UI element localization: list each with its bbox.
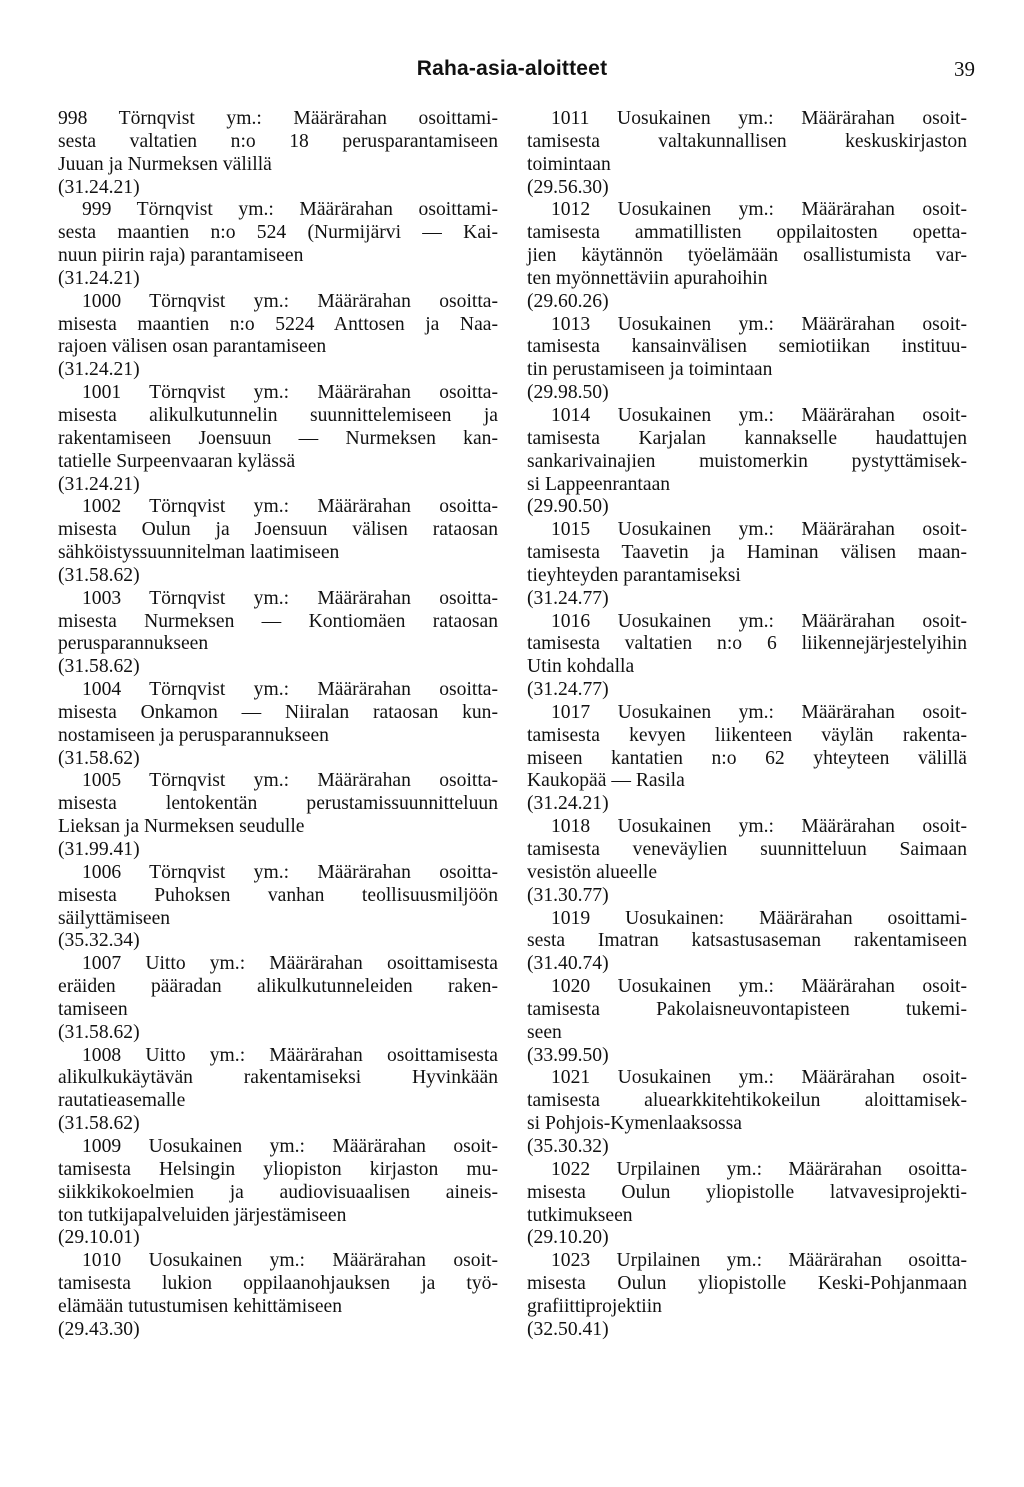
entry-first-line: 1013 Uosukainen ym.: Määrärahan osoit- <box>551 313 967 335</box>
entry-first-line: 1023 Urpilainen ym.: Määrärahan osoitta- <box>551 1250 967 1272</box>
entry-text-line: nuun piirin raja) parantamiseen <box>58 245 304 267</box>
entry-text-line: (35.32.34) <box>58 930 140 952</box>
entry-text-line: tamisesta aluearkkitehtikokeilun aloittamisek- <box>527 1090 967 1112</box>
entry-text-line: misesta alikulkutunnelin suunnittelemiseen ja <box>58 404 498 426</box>
entry-first-line: 1020 Uosukainen ym.: Määrärahan osoit- <box>551 976 967 998</box>
entry-text-line: tamisesta valtakunnallisen keskuskirjaston <box>527 130 967 152</box>
entry-text-line: rautatieasemalle <box>58 1090 186 1112</box>
entry-text-line: sesta valtatien n:o 18 perusparantamiseen <box>58 130 498 152</box>
entry-text-line: tamisesta Pakolaisneuvontapisteen tukemi- <box>527 998 967 1020</box>
entry-text-line: toimintaan <box>527 153 611 175</box>
entry-text-line: tamisesta Taavetin ja Haminan välisen maan- <box>527 542 967 564</box>
entry-text-line: misesta Nurmeksen — Kontiomäen rataosan <box>58 610 498 632</box>
entry-text-line: (31.99.41) <box>58 839 140 860</box>
entry-text-line: tieyhteyden parantamiseksi <box>527 564 741 586</box>
entry-first-line: 1011 Uosukainen ym.: Määrärahan osoit- <box>551 108 967 129</box>
entry-first-line: 1004 Törnqvist ym.: Määrärahan osoitta- <box>82 679 498 701</box>
entry-text-line: (31.24.21) <box>58 176 140 198</box>
entry-text-line: tamisesta ammatillisten oppilaitosten opetta- <box>527 222 967 244</box>
entry-text-line: tamisesta valtatien n:o 6 liikennejärjestelyihin <box>527 633 967 655</box>
entry-text-line: si Lappeenrantaan <box>527 473 671 495</box>
entry-text-line: (31.58.62) <box>58 1113 140 1135</box>
entry-text-line: si Pohjois-Kymenlaaksossa <box>527 1113 742 1135</box>
entry-text-line: sesta maantien n:o 524 (Nurmijärvi — Kai- <box>58 222 498 244</box>
entry-text-line: vesistön alueelle <box>527 861 658 883</box>
entry-text-line: (31.24.21) <box>58 267 140 289</box>
entry-text-line: (29.10.01) <box>58 1227 140 1249</box>
entry-text-line: (31.24.21) <box>527 793 609 815</box>
entry-text-line: ton tutkijapalveluiden järjestämiseen <box>58 1204 347 1226</box>
page-header-title: Raha-asia-aloitteet <box>416 57 608 80</box>
entry-text-line: misesta Onkamon — Niiralan rataosan kun- <box>58 701 498 723</box>
entry-text-line: säilyttämiseen <box>58 907 171 929</box>
entry-text-line: (33.99.50) <box>527 1044 609 1066</box>
entry-text-line: misesta Oulun ja Joensuun välisen rataosan <box>58 519 498 541</box>
entry-text-line: (31.24.21) <box>58 473 140 495</box>
entry-first-line: 1002 Törnqvist ym.: Määrärahan osoitta- <box>82 496 498 518</box>
left-column <box>58 108 498 1342</box>
entry-first-line: 1021 Uosukainen ym.: Määrärahan osoit- <box>551 1067 967 1089</box>
page-number: 39 <box>954 57 975 81</box>
entry-first-line: 1009 Uosukainen ym.: Määrärahan osoit- <box>82 1135 498 1157</box>
entry-text-line: rajoen välisen osan parantamiseen <box>58 336 327 358</box>
entry-text-line: ten myönnettäviin apurahoihin <box>527 267 768 289</box>
entry-first-line: 1019 Uosukainen: Määrärahan osoittami- <box>551 907 967 929</box>
entry-text-line: misesta maantien n:o 5224 Anttosen ja Naa- <box>58 313 498 335</box>
entry-text-line: tamisesta Helsingin yliopiston kirjaston mu- <box>58 1158 498 1180</box>
entry-text-line: jien käytännön työelämään osallistumista var- <box>527 245 967 267</box>
entry-text-line: (29.56.30) <box>527 176 609 198</box>
entry-text-line: Juuan ja Nurmeksen välillä <box>58 153 272 175</box>
entry-text-line: (32.50.41) <box>527 1318 609 1340</box>
entry-text-line: (35.30.32) <box>527 1135 609 1157</box>
entry-text-line: misesta Oulun yliopistolle Keski-Pohjanmaan <box>527 1273 967 1295</box>
entry-first-line: 1014 Uosukainen ym.: Määrärahan osoit- <box>551 404 967 426</box>
entry-text-line: tutkimukseen <box>527 1204 633 1226</box>
entry-first-line: 1016 Uosukainen ym.: Määrärahan osoit- <box>551 610 967 632</box>
entry-text-line: tamisesta lukion oppilaanohjauksen ja työ- <box>58 1273 498 1295</box>
entry-text-line: Kaukopää — Rasila <box>527 770 685 792</box>
entry-first-line: 1005 Törnqvist ym.: Määrärahan osoitta- <box>82 770 498 792</box>
entry-text-line: tamisesta kansainvälisen semiotiikan instituu- <box>527 336 967 358</box>
entry-text-line: (31.24.77) <box>527 679 609 701</box>
entry-text-line: tamiseen <box>58 998 128 1020</box>
entry-text-line: seen <box>527 1021 562 1043</box>
entry-text-line: (31.24.21) <box>58 359 140 381</box>
entry-text-line: (29.98.50) <box>527 382 609 404</box>
entry-text-line: grafiittiprojektiin <box>527 1295 662 1317</box>
entry-text-line: tin perustamiseen ja toimintaan <box>527 359 773 381</box>
entry-text-line: (31.58.62) <box>58 1021 140 1043</box>
entry-text-line: rakentamiseen Joensuun — Nurmeksen kan- <box>58 427 498 449</box>
entry-first-line: 1017 Uosukainen ym.: Määrärahan osoit- <box>551 701 967 723</box>
entry-text-line: Lieksan ja Nurmeksen seudulle <box>58 816 305 838</box>
right-column <box>527 108 967 1342</box>
entry-text-line: perusparannukseen <box>58 633 209 655</box>
entry-text-line: sesta Imatran katsastusaseman rakentamiseen <box>527 930 967 952</box>
entry-text-line: (31.58.62) <box>58 564 140 586</box>
entry-text-line: (29.10.20) <box>527 1227 609 1249</box>
entry-first-line: 1000 Törnqvist ym.: Määrärahan osoitta- <box>82 290 498 312</box>
entry-text-line: Utin kohdalla <box>527 656 635 678</box>
entry-text-line: misesta Puhoksen vanhan teollisuusmiljöön <box>58 884 498 906</box>
entry-text-line: eräiden pääradan alikulkutunneleiden raken- <box>58 976 498 998</box>
entry-text-line: (29.90.50) <box>527 496 609 518</box>
entry-text-line: (31.58.62) <box>58 747 140 769</box>
entry-first-line: 1015 Uosukainen ym.: Määrärahan osoit- <box>551 519 967 541</box>
entry-text-line: (31.58.62) <box>58 656 140 678</box>
entry-first-line: 1012 Uosukainen ym.: Määrärahan osoit- <box>551 199 967 221</box>
entry-text-line: (29.43.30) <box>58 1318 140 1340</box>
entry-text-line: (31.24.77) <box>527 587 609 609</box>
entry-first-line: 1010 Uosukainen ym.: Määrärahan osoit- <box>82 1250 498 1272</box>
entry-text-line: sähköistyssuunnitelman laatimiseen <box>58 542 340 564</box>
entry-first-line: 1003 Törnqvist ym.: Määrärahan osoitta- <box>82 587 498 609</box>
entry-text-line: siikkikokoelmien ja audiovisuaalisen aineis- <box>58 1181 498 1203</box>
entry-text-line: alikulkukäytävän rakentamiseksi Hyvinkään <box>58 1067 498 1089</box>
entry-text-line: 998 Törnqvist ym.: Määrärahan osoittami- <box>58 108 498 129</box>
entry-first-line: 1007 Uitto ym.: Määrärahan osoittamisesta <box>82 953 498 975</box>
entry-text-line: (29.60.26) <box>527 290 609 312</box>
entry-text-line: (31.40.74) <box>527 953 609 975</box>
entry-text-line: misesta lentokentän perustamissuunnitteluun <box>58 793 498 815</box>
entry-text-line: tamisesta Karjalan kannakselle haudattujen <box>527 427 967 449</box>
entry-text-line: sankarivainajien muistomerkin pystyttämisek- <box>527 450 967 472</box>
entry-first-line: 1018 Uosukainen ym.: Määrärahan osoit- <box>551 816 967 838</box>
entry-text-line: misesta Oulun yliopistolle latvavesiprojekti- <box>527 1181 967 1203</box>
entry-text-line: nostamiseen ja perusparannukseen <box>58 724 329 746</box>
entry-text-line: tatielle Surpeenvaaran kylässä <box>58 450 296 472</box>
entry-text-line: miseen kantatien n:o 62 yhteyteen välillä <box>527 747 967 769</box>
entry-first-line: 1008 Uitto ym.: Määrärahan osoittamisesta <box>82 1044 498 1066</box>
entry-text-line: (31.30.77) <box>527 884 609 906</box>
entry-text-line: tamisesta kevyen liikenteen väylän rakenta- <box>527 724 967 746</box>
entry-text-line: elämään tutustumisen kehittämiseen <box>58 1295 343 1317</box>
entry-first-line: 1001 Törnqvist ym.: Määrärahan osoitta- <box>82 382 498 404</box>
entry-text-line: tamisesta veneväylien suunnitteluun Saimaan <box>527 839 967 860</box>
entry-first-line: 999 Törnqvist ym.: Määrärahan osoittami- <box>82 199 498 221</box>
entry-first-line: 1006 Törnqvist ym.: Määrärahan osoitta- <box>82 861 498 883</box>
entry-first-line: 1022 Urpilainen ym.: Määrärahan osoitta- <box>551 1158 967 1180</box>
